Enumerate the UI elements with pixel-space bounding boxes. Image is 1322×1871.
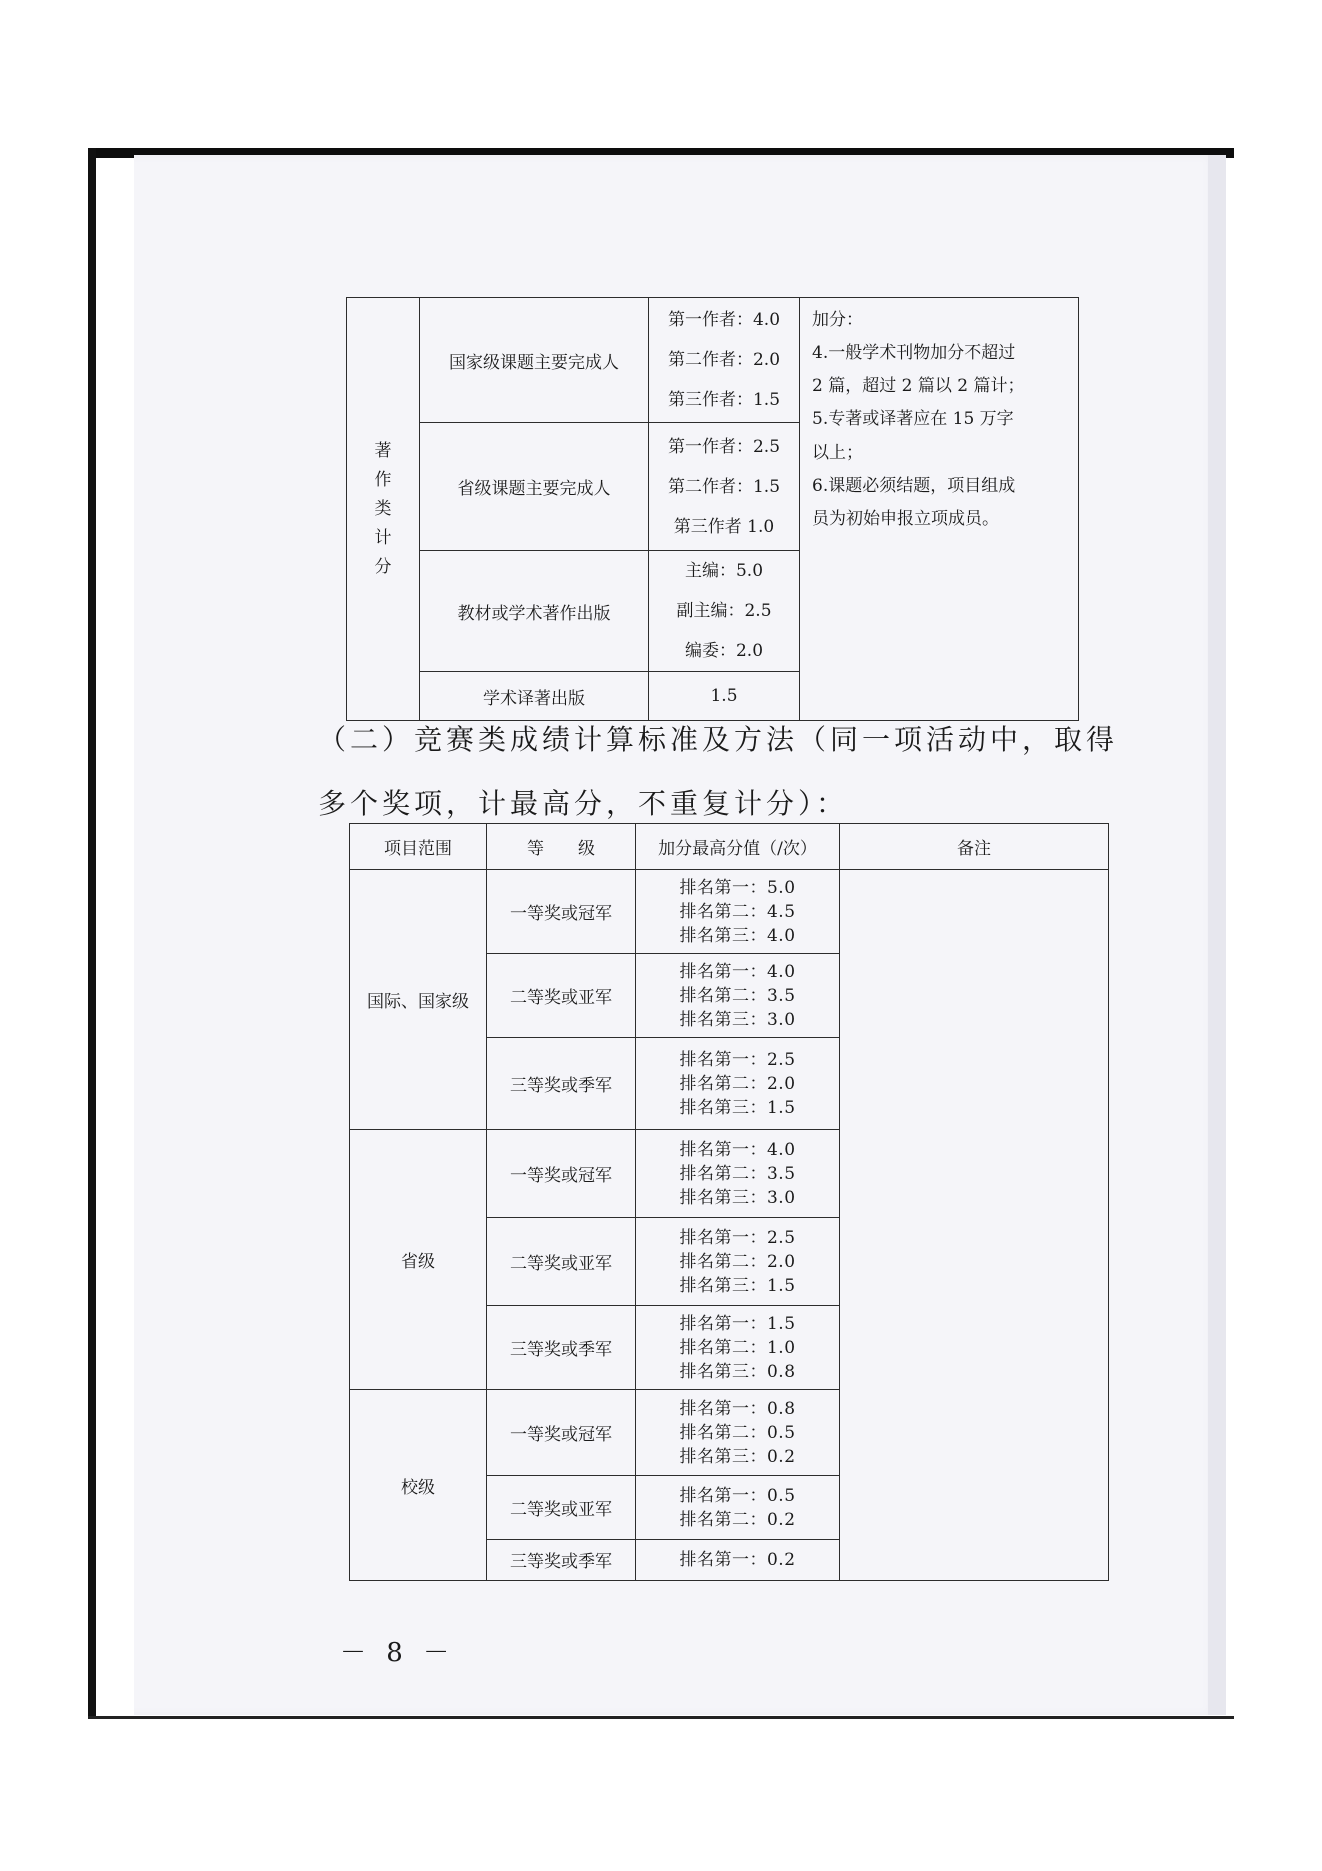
level-label: 三等奖或季军 <box>487 1038 636 1130</box>
authorship-scoring-table <box>346 297 1079 721</box>
section-heading-line-1: （二）竞赛类成绩计算标准及方法（同一项活动中，取得 <box>318 723 1119 756</box>
points-cell: 主编：5.0 副主编：2.5 编委：2.0 <box>649 551 800 672</box>
page-number: － 8 － <box>340 1638 456 1668</box>
points-cell: 排名第一：4.0 排名第二：3.5 排名第三：3.0 <box>636 954 840 1038</box>
points-cell: 排名第一：4.0 排名第二：3.5 排名第三：3.0 <box>636 1130 840 1218</box>
level-label: 三等奖或季军 <box>487 1306 636 1390</box>
points-cell: 排名第一：0.2 <box>636 1539 840 1580</box>
notes-cell: 加分： 4.一般学术刊物加分不超过 2 篇，超过 2 篇以 2 篇计； 5.专著或译著应在 15 万字 以上； 6.课题必须结题，项目组成 员为初始申报立项成员。 <box>800 298 1079 721</box>
competition-scoring-table <box>349 823 1109 1581</box>
level-label: 三等奖或季军 <box>487 1539 636 1580</box>
points-cell: 第一作者：4.0 第二作者：2.0 第三作者：1.5 <box>649 298 800 423</box>
scan-border-left <box>88 148 96 1718</box>
page-edge-shadow <box>1208 155 1226 1715</box>
scan-border-bottom <box>88 1716 1234 1719</box>
item-label: 教材或学术著作出版 <box>420 551 649 672</box>
scope-label: 省级 <box>350 1130 487 1390</box>
item-label: 国家级课题主要完成人 <box>420 298 649 423</box>
item-label: 省级课题主要完成人 <box>420 423 649 551</box>
points-cell: 排名第一：0.8 排名第二：0.5 排名第三：0.2 <box>636 1390 840 1476</box>
header-scope: 项目范围 <box>350 824 487 870</box>
level-label: 二等奖或亚军 <box>487 1218 636 1306</box>
header-remark: 备注 <box>840 824 1109 870</box>
header-max-points: 加分最高分值（/次） <box>636 824 840 870</box>
points-cell: 排名第一：0.5 排名第二：0.2 <box>636 1476 840 1540</box>
level-label: 一等奖或冠军 <box>487 1390 636 1476</box>
points-cell: 排名第一：2.5 排名第二：2.0 排名第三：1.5 <box>636 1218 840 1306</box>
level-label: 一等奖或冠军 <box>487 1130 636 1218</box>
level-label: 二等奖或亚军 <box>487 1476 636 1540</box>
points-cell: 排名第一：5.0 排名第二：4.5 排名第三：4.0 <box>636 870 840 954</box>
section-heading-line-2: 多个奖项，计最高分，不重复计分）： <box>318 787 849 820</box>
item-label: 学术译著出版 <box>420 672 649 721</box>
scope-label: 校级 <box>350 1390 487 1581</box>
category-label-vertical: 著 作 类 计 分 <box>347 298 420 721</box>
header-level: 等 级 <box>487 824 636 870</box>
scope-label: 国际、国家级 <box>350 870 487 1130</box>
level-label: 一等奖或冠军 <box>487 870 636 954</box>
points-cell: 1.5 <box>649 672 800 721</box>
level-label: 二等奖或亚军 <box>487 954 636 1038</box>
remark-cell <box>840 870 1109 1581</box>
points-cell: 排名第一：1.5 排名第二：1.0 排名第三：0.8 <box>636 1306 840 1390</box>
points-cell: 第一作者：2.5 第二作者：1.5 第三作者 1.0 <box>649 423 800 551</box>
points-cell: 排名第一：2.5 排名第二：2.0 排名第三：1.5 <box>636 1038 840 1130</box>
